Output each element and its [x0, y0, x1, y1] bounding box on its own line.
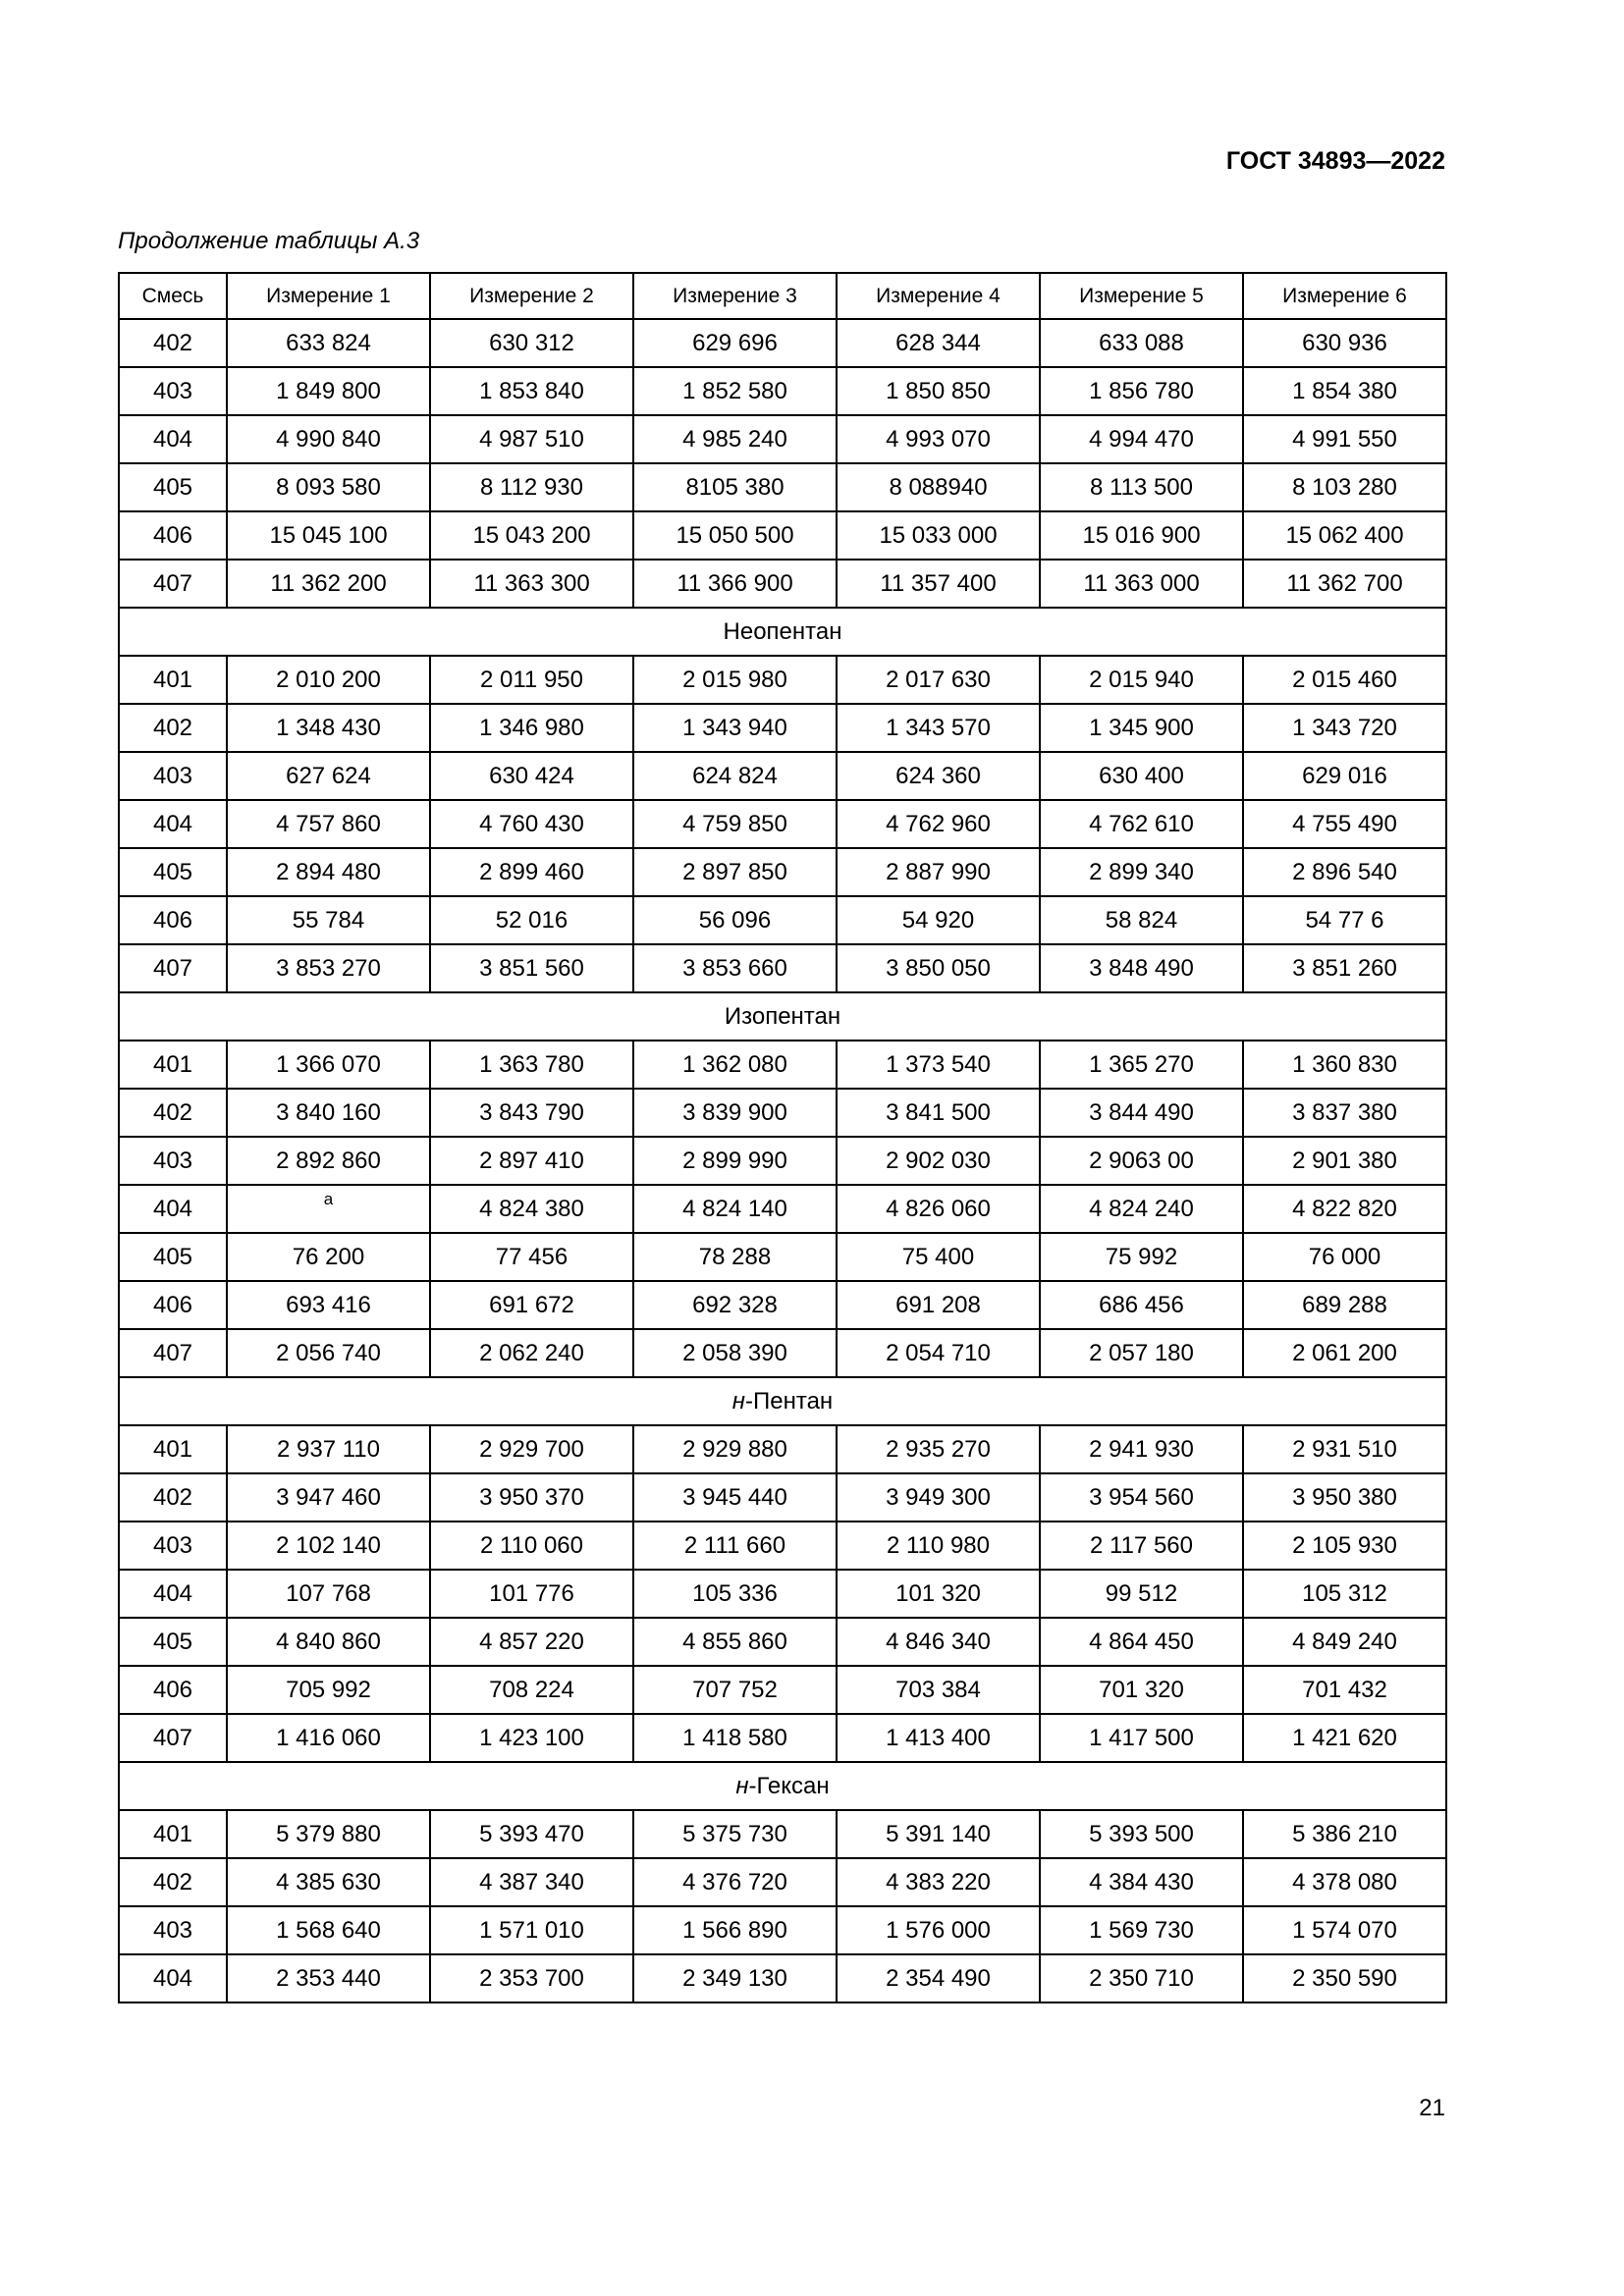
- measurement-cell: 3 848 490: [1040, 944, 1243, 992]
- measurement-cell: 2 056 740: [227, 1329, 430, 1377]
- measurement-cell: 703 384: [837, 1666, 1040, 1714]
- measurement-cell: 689 288: [1243, 1281, 1446, 1329]
- table-row: [119, 1666, 1446, 1714]
- table-row: [119, 319, 1446, 367]
- table-row: [119, 1041, 1446, 1089]
- measurement-cell: 4 757 860: [227, 800, 430, 848]
- measurement-cell: 1 413 400: [837, 1714, 1040, 1762]
- measurement-cell: 633 824: [227, 319, 430, 367]
- measurement-cell: 629 696: [633, 319, 837, 367]
- measurement-cell: 624 824: [633, 752, 837, 800]
- measurement-cell: 630 312: [430, 319, 633, 367]
- column-header-measurement-6: Измерение 6: [1243, 273, 1446, 319]
- measurement-cell: 2 897 850: [633, 848, 837, 896]
- measurement-cell: 2 899 990: [633, 1137, 837, 1185]
- measurement-cell: 2 892 860: [227, 1137, 430, 1185]
- mixture-cell: 401: [119, 1041, 227, 1089]
- measurement-cell: 8 112 930: [430, 463, 633, 511]
- measurement-cell: 4 857 220: [430, 1618, 633, 1666]
- section-title-text: -Гексан: [748, 1772, 830, 1799]
- measurement-cell: 2 353 700: [430, 1954, 633, 2002]
- table-row: [119, 656, 1446, 704]
- measurement-cell: 4 990 840: [227, 415, 430, 463]
- measurement-cell: 4 849 240: [1243, 1618, 1446, 1666]
- measurement-cell: 15 033 000: [837, 511, 1040, 560]
- measurement-cell: 5 393 470: [430, 1810, 633, 1858]
- measurement-cell: 1 365 270: [1040, 1041, 1243, 1089]
- measurement-cell: 705 992: [227, 1666, 430, 1714]
- table-row: [119, 1522, 1446, 1570]
- measurement-cell: 4 985 240: [633, 415, 837, 463]
- measurement-cell: 2 899 460: [430, 848, 633, 896]
- measurement-cell: 2 937 110: [227, 1425, 430, 1473]
- table-row: [119, 896, 1446, 944]
- measurement-cell: 1 856 780: [1040, 367, 1243, 415]
- mixture-cell: 404: [119, 415, 227, 463]
- mixture-cell: 406: [119, 511, 227, 560]
- measurement-cell: 3 950 380: [1243, 1473, 1446, 1522]
- measurement-cell: 3 850 050: [837, 944, 1040, 992]
- mixture-cell: 402: [119, 1089, 227, 1137]
- measurement-cell: 2 102 140: [227, 1522, 430, 1570]
- column-header-measurement-2: Измерение 2: [430, 273, 633, 319]
- measurement-cell: 1 569 730: [1040, 1906, 1243, 1954]
- measurement-cell: 1 343 940: [633, 704, 837, 752]
- mixture-cell: 403: [119, 752, 227, 800]
- measurement-cell: 2 117 560: [1040, 1522, 1243, 1570]
- measurement-cell: 3 851 260: [1243, 944, 1446, 992]
- measurement-cell: 2 015 940: [1040, 656, 1243, 704]
- measurement-cell: 4 994 470: [1040, 415, 1243, 463]
- measurement-cell: 4 987 510: [430, 415, 633, 463]
- mixture-cell: 403: [119, 1522, 227, 1570]
- measurement-cell: 2 061 200: [1243, 1329, 1446, 1377]
- measurement-cell: 52 016: [430, 896, 633, 944]
- section-header-row: [119, 1377, 1446, 1425]
- measurement-cell: 11 362 700: [1243, 560, 1446, 608]
- table-caption: Продолжение таблицы А.3: [118, 228, 420, 254]
- column-header-measurement-1: Измерение 1: [227, 273, 430, 319]
- mixture-cell: 404: [119, 800, 227, 848]
- measurement-cell: 2 896 540: [1243, 848, 1446, 896]
- measurement-cell: 2 105 930: [1243, 1522, 1446, 1570]
- table-row: [119, 1425, 1446, 1473]
- mixture-cell: 407: [119, 1329, 227, 1377]
- mixture-cell: 406: [119, 896, 227, 944]
- column-header-mixture: Смесь: [119, 273, 227, 319]
- table-row: [119, 1906, 1446, 1954]
- table-row: [119, 1281, 1446, 1329]
- page-number: 21: [1419, 2095, 1445, 2121]
- measurement-cell: 4 383 220: [837, 1858, 1040, 1906]
- measurement-cell: 3 950 370: [430, 1473, 633, 1522]
- measurement-cell: 2 941 930: [1040, 1425, 1243, 1473]
- measurement-cell: 2 897 410: [430, 1137, 633, 1185]
- measurement-cell: 58 824: [1040, 896, 1243, 944]
- mixture-cell: 403: [119, 1906, 227, 1954]
- measurement-cell: 1 343 720: [1243, 704, 1446, 752]
- measurement-cell: 2 902 030: [837, 1137, 1040, 1185]
- mixture-cell: 401: [119, 656, 227, 704]
- table-body: [119, 319, 1446, 2002]
- table-header: [119, 273, 1446, 319]
- section-title: [119, 608, 1446, 656]
- measurement-cell: 2 894 480: [227, 848, 430, 896]
- measurement-cell: 3 853 270: [227, 944, 430, 992]
- document-header: ГОСТ 34893—2022: [1225, 147, 1445, 175]
- measurement-cell: 15 045 100: [227, 511, 430, 560]
- table-row: [119, 1714, 1446, 1762]
- measurement-cell: 75 400: [837, 1233, 1040, 1281]
- mixture-cell: 401: [119, 1810, 227, 1858]
- section-title-text: -Пентан: [745, 1387, 834, 1415]
- measurement-cell: 633 088: [1040, 319, 1243, 367]
- mixture-cell: 402: [119, 1473, 227, 1522]
- measurement-cell: 15 050 500: [633, 511, 837, 560]
- footnote-marker: а: [323, 1189, 334, 1208]
- table-row: [119, 1570, 1446, 1618]
- measurement-cell: 2 899 340: [1040, 848, 1243, 896]
- measurement-cell: 2 353 440: [227, 1954, 430, 2002]
- measurement-cell: 4 760 430: [430, 800, 633, 848]
- measurement-cell: 1 373 540: [837, 1041, 1040, 1089]
- measurement-cell: 2 349 130: [633, 1954, 837, 2002]
- section-title-text: Изопентан: [724, 1002, 841, 1030]
- measurement-cell: 1 363 780: [430, 1041, 633, 1089]
- table-row: [119, 1858, 1446, 1906]
- measurement-cell: 4 378 080: [1243, 1858, 1446, 1906]
- measurement-cell: 2 015 460: [1243, 656, 1446, 704]
- mixture-cell: 407: [119, 560, 227, 608]
- measurement-cell: 2 010 200: [227, 656, 430, 704]
- mixture-cell: 403: [119, 367, 227, 415]
- measurement-cell: 1 568 640: [227, 1906, 430, 1954]
- table-row: [119, 367, 1446, 415]
- measurement-cell: 101 776: [430, 1570, 633, 1618]
- table-row: [119, 463, 1446, 511]
- measurement-cell: 56 096: [633, 896, 837, 944]
- measurement-cell: 629 016: [1243, 752, 1446, 800]
- measurement-cell: 1 849 800: [227, 367, 430, 415]
- measurement-cell: 11 363 000: [1040, 560, 1243, 608]
- measurement-cell: 1 360 830: [1243, 1041, 1446, 1089]
- measurement-cell: 77 456: [430, 1233, 633, 1281]
- measurement-cell: 2 110 060: [430, 1522, 633, 1570]
- measurement-cell: 3 945 440: [633, 1473, 837, 1522]
- measurement-cell: 4 824 140: [633, 1185, 837, 1233]
- section-header-row: [119, 992, 1446, 1041]
- measurement-cell: 4 846 340: [837, 1618, 1040, 1666]
- measurement-cell: 5 379 880: [227, 1810, 430, 1858]
- measurement-cell: 630 424: [430, 752, 633, 800]
- measurement-cell: 4 991 550: [1243, 415, 1446, 463]
- measurement-cell: 4 993 070: [837, 415, 1040, 463]
- section-header-row: [119, 608, 1446, 656]
- measurement-cell: 15 062 400: [1243, 511, 1446, 560]
- mixture-cell: 405: [119, 1233, 227, 1281]
- measurement-cell: 4 387 340: [430, 1858, 633, 1906]
- measurement-cell: 15 016 900: [1040, 511, 1243, 560]
- measurement-cell: 1 421 620: [1243, 1714, 1446, 1762]
- mixture-cell: 402: [119, 704, 227, 752]
- table-row: [119, 415, 1446, 463]
- measurement-cell: 105 336: [633, 1570, 837, 1618]
- measurement-cell: 4 824 380: [430, 1185, 633, 1233]
- measurement-cell: 1 423 100: [430, 1714, 633, 1762]
- measurement-cell: 701 320: [1040, 1666, 1243, 1714]
- section-title-prefix: н: [731, 1387, 746, 1415]
- measurement-cell: 11 362 200: [227, 560, 430, 608]
- measurement-cell: 624 360: [837, 752, 1040, 800]
- measurement-cell: 627 624: [227, 752, 430, 800]
- measurement-cell: 1 576 000: [837, 1906, 1040, 1954]
- measurement-cell: 1 366 070: [227, 1041, 430, 1089]
- measurement-cell: 1 348 430: [227, 704, 430, 752]
- table-row: [119, 1810, 1446, 1858]
- measurement-cell: 5 375 730: [633, 1810, 837, 1858]
- measurement-cell: 105 312: [1243, 1570, 1446, 1618]
- measurement-cell: 1 853 840: [430, 367, 633, 415]
- measurement-cell: 1 852 580: [633, 367, 837, 415]
- measurement-cell: 4 376 720: [633, 1858, 837, 1906]
- measurement-cell: 2 929 880: [633, 1425, 837, 1473]
- measurement-cell: 630 400: [1040, 752, 1243, 800]
- measurement-cell: 15 043 200: [430, 511, 633, 560]
- measurement-cell: 1 854 380: [1243, 367, 1446, 415]
- mixture-cell: 404: [119, 1185, 227, 1233]
- table-row: [119, 1618, 1446, 1666]
- table-row: [119, 560, 1446, 608]
- measurement-cell: 5 386 210: [1243, 1810, 1446, 1858]
- measurement-cell: 1 417 500: [1040, 1714, 1243, 1762]
- section-title-text: Неопентан: [723, 617, 842, 645]
- column-header-measurement-4: Измерение 4: [837, 273, 1040, 319]
- measurement-cell: 78 288: [633, 1233, 837, 1281]
- measurement-cell: 2 057 180: [1040, 1329, 1243, 1377]
- measurement-cell: 8 103 280: [1243, 463, 1446, 511]
- column-header-measurement-3: Измерение 3: [633, 273, 837, 319]
- measurement-cell: 707 752: [633, 1666, 837, 1714]
- mixture-cell: 407: [119, 944, 227, 992]
- measurement-cell: 3 853 660: [633, 944, 837, 992]
- table-row: [119, 1089, 1446, 1137]
- section-title: [119, 992, 1446, 1041]
- measurement-cell: 691 672: [430, 1281, 633, 1329]
- measurement-cell: 3 843 790: [430, 1089, 633, 1137]
- measurement-cell: 2 011 950: [430, 656, 633, 704]
- mixture-cell: 406: [119, 1666, 227, 1714]
- mixture-cell: 406: [119, 1281, 227, 1329]
- measurement-cell: 1 418 580: [633, 1714, 837, 1762]
- measurement-cell: 4 840 860: [227, 1618, 430, 1666]
- table-row: [119, 1473, 1446, 1522]
- measurement-cell: 4 762 610: [1040, 800, 1243, 848]
- measurement-cell: 1 343 570: [837, 704, 1040, 752]
- mixture-cell: 405: [119, 463, 227, 511]
- measurement-cell: 3 851 560: [430, 944, 633, 992]
- table-row: [119, 944, 1446, 992]
- table-row: [119, 1137, 1446, 1185]
- header-row: [119, 273, 1446, 319]
- measurement-cell: 4 855 860: [633, 1618, 837, 1666]
- section-header-row: [119, 1762, 1446, 1810]
- measurement-cell: 1 362 080: [633, 1041, 837, 1089]
- measurement-cell: 8105 380: [633, 463, 837, 511]
- measurement-cell: 2 929 700: [430, 1425, 633, 1473]
- measurement-cell: 5 391 140: [837, 1810, 1040, 1858]
- measurement-cell: 2 058 390: [633, 1329, 837, 1377]
- measurement-cell: 2 111 660: [633, 1522, 837, 1570]
- mixture-cell: 405: [119, 1618, 227, 1666]
- measurement-cell: 2 110 980: [837, 1522, 1040, 1570]
- table-row: [119, 704, 1446, 752]
- measurement-cell: 54 920: [837, 896, 1040, 944]
- measurement-cell: 76 000: [1243, 1233, 1446, 1281]
- measurement-cell: 55 784: [227, 896, 430, 944]
- measurement-cell: 8 088940: [837, 463, 1040, 511]
- mixture-cell: 407: [119, 1714, 227, 1762]
- column-header-measurement-5: Измерение 5: [1040, 273, 1243, 319]
- measurement-cell: 691 208: [837, 1281, 1040, 1329]
- measurement-cell: 4 385 630: [227, 1858, 430, 1906]
- measurement-cell: 76 200: [227, 1233, 430, 1281]
- measurement-cell: 2 350 590: [1243, 1954, 1446, 2002]
- table-row: [119, 800, 1446, 848]
- measurement-cell: 54 77 6: [1243, 896, 1446, 944]
- measurement-cell: 4 826 060: [837, 1185, 1040, 1233]
- measurement-cell: [227, 1185, 430, 1233]
- table-row: [119, 1329, 1446, 1377]
- measurement-cell: 2 901 380: [1243, 1137, 1446, 1185]
- measurement-cell: 1 346 980: [430, 704, 633, 752]
- measurement-cell: 4 759 850: [633, 800, 837, 848]
- measurement-cell: 3 954 560: [1040, 1473, 1243, 1522]
- measurement-cell: 1 850 850: [837, 367, 1040, 415]
- measurement-cell: 1 574 070: [1243, 1906, 1446, 1954]
- mixture-cell: 405: [119, 848, 227, 896]
- mixture-cell: 403: [119, 1137, 227, 1185]
- measurement-cell: 3 844 490: [1040, 1089, 1243, 1137]
- table-row: [119, 1954, 1446, 2002]
- measurement-cell: 2 017 630: [837, 656, 1040, 704]
- measurement-cell: 3 840 160: [227, 1089, 430, 1137]
- measurement-cell: 708 224: [430, 1666, 633, 1714]
- measurement-cell: 4 762 960: [837, 800, 1040, 848]
- measurement-cell: 11 357 400: [837, 560, 1040, 608]
- measurement-cell: 4 755 490: [1243, 800, 1446, 848]
- measurement-cell: 3 839 900: [633, 1089, 837, 1137]
- measurement-cell: 2 887 990: [837, 848, 1040, 896]
- table-row: [119, 1233, 1446, 1281]
- measurement-cell: 101 320: [837, 1570, 1040, 1618]
- measurement-cell: 1 345 900: [1040, 704, 1243, 752]
- measurement-cell: 2 9063 00: [1040, 1137, 1243, 1185]
- measurement-cell: 99 512: [1040, 1570, 1243, 1618]
- measurement-cell: 701 432: [1243, 1666, 1446, 1714]
- measurement-cell: 2 354 490: [837, 1954, 1040, 2002]
- measurement-cell: 2 350 710: [1040, 1954, 1243, 2002]
- section-title: [119, 1377, 1446, 1425]
- section-title-prefix: н: [735, 1772, 749, 1799]
- measurement-cell: 5 393 500: [1040, 1810, 1243, 1858]
- measurement-cell: 1 566 890: [633, 1906, 837, 1954]
- data-table: [118, 272, 1447, 2003]
- measurement-cell: 4 864 450: [1040, 1618, 1243, 1666]
- measurement-cell: 4 384 430: [1040, 1858, 1243, 1906]
- measurement-cell: 2 935 270: [837, 1425, 1040, 1473]
- mixture-cell: 402: [119, 1858, 227, 1906]
- table-row: [119, 848, 1446, 896]
- measurement-cell: 1 571 010: [430, 1906, 633, 1954]
- measurement-cell: 2 015 980: [633, 656, 837, 704]
- mixture-cell: 402: [119, 319, 227, 367]
- measurement-cell: 628 344: [837, 319, 1040, 367]
- measurement-cell: 75 992: [1040, 1233, 1243, 1281]
- measurement-cell: 3 841 500: [837, 1089, 1040, 1137]
- measurement-cell: 11 366 900: [633, 560, 837, 608]
- measurement-cell: 2 054 710: [837, 1329, 1040, 1377]
- measurement-cell: 630 936: [1243, 319, 1446, 367]
- measurement-cell: 686 456: [1040, 1281, 1243, 1329]
- mixture-cell: 401: [119, 1425, 227, 1473]
- measurement-cell: 3 949 300: [837, 1473, 1040, 1522]
- measurement-cell: 2 931 510: [1243, 1425, 1446, 1473]
- section-title: [119, 1762, 1446, 1810]
- table-row: [119, 1185, 1446, 1233]
- table-row: [119, 752, 1446, 800]
- measurement-cell: 692 328: [633, 1281, 837, 1329]
- measurement-cell: 1 416 060: [227, 1714, 430, 1762]
- mixture-cell: 404: [119, 1954, 227, 2002]
- measurement-cell: 3 947 460: [227, 1473, 430, 1522]
- measurement-cell: 693 416: [227, 1281, 430, 1329]
- measurement-cell: 4 822 820: [1243, 1185, 1446, 1233]
- measurement-cell: 8 113 500: [1040, 463, 1243, 511]
- table-row: [119, 511, 1446, 560]
- measurement-cell: 107 768: [227, 1570, 430, 1618]
- measurement-cell: 11 363 300: [430, 560, 633, 608]
- measurement-cell: 4 824 240: [1040, 1185, 1243, 1233]
- mixture-cell: 404: [119, 1570, 227, 1618]
- measurement-cell: 2 062 240: [430, 1329, 633, 1377]
- measurement-cell: 8 093 580: [227, 463, 430, 511]
- measurement-cell: 3 837 380: [1243, 1089, 1446, 1137]
